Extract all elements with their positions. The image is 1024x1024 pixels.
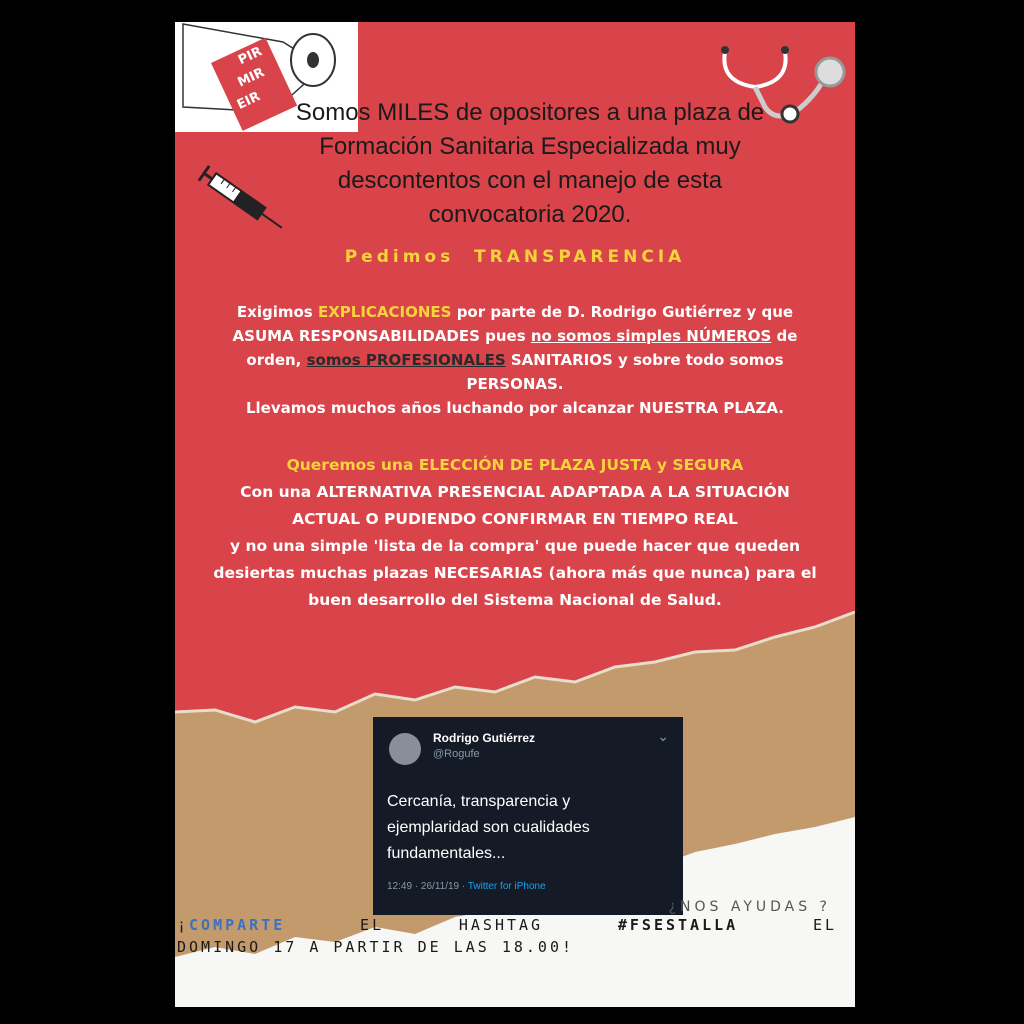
request-paragraph: Queremos una ELECCIÓN DE PLAZA JUSTA y SEGURA Con una ALTERNATIVA PRESENCIAL ADAPTADA A LA SITUACIÓN ACTUAL O PUDIENDO CONFIRMAR EN TIEMPO REAL y no una simple 'lista de la compra' que puede hacer que queden desiertas muchas plazas NECESARIAS (ahora más que nunca) para el buen desarrollo del Sistema Nacional de Salud. — [213, 456, 817, 609]
help-question: ¿NOS AYUDAS ? — [668, 899, 831, 915]
chevron-down-icon: ⌄ — [657, 729, 669, 745]
svg-text:MIR: MIR — [235, 65, 267, 91]
svg-text:EIR: EIR — [234, 89, 263, 113]
tweet-meta: 12:49 · 26/11/19 · Twitter for iPhone — [387, 881, 546, 892]
main-heading: Somos MILES de opositores a una plaza de Formación Sanitaria Especializada muy descontentos con el manejo de esta convocatoria 2020. — [295, 99, 765, 228]
tweet-card — [373, 717, 683, 915]
share-call-to-action: ¡COMPARTE EL HASHTAG #FSESTALLA EL DOMINGO 17 A PARTIR DE LAS 18.00! — [177, 916, 837, 956]
tweet-text: Cercanía, transparencia y ejemplaridad son cualidades fundamentales... — [387, 793, 590, 862]
avatar — [389, 733, 421, 765]
demand-paragraph: Exigimos EXPLICACIONES por parte de D. Rodrigo Gutiérrez y que ASUMA RESPONSABILIDADES pues no somos simples NÚMEROS de orden, somos PROFESIONALES SANITARIOS y sobre todo somos PERSONAS. Llevamos muchos años luchando por alcanzar NUESTRA PLAZA. — [232, 303, 798, 417]
tweet-author-name: Rodrigo Gutiérrez — [433, 731, 536, 745]
svg-text:PIR: PIR — [236, 44, 265, 69]
subtitle: Pedimos TRANSPARENCIA — [344, 247, 686, 267]
tweet-author-handle: @Rogufe — [433, 748, 480, 760]
poster — [175, 22, 855, 1007]
